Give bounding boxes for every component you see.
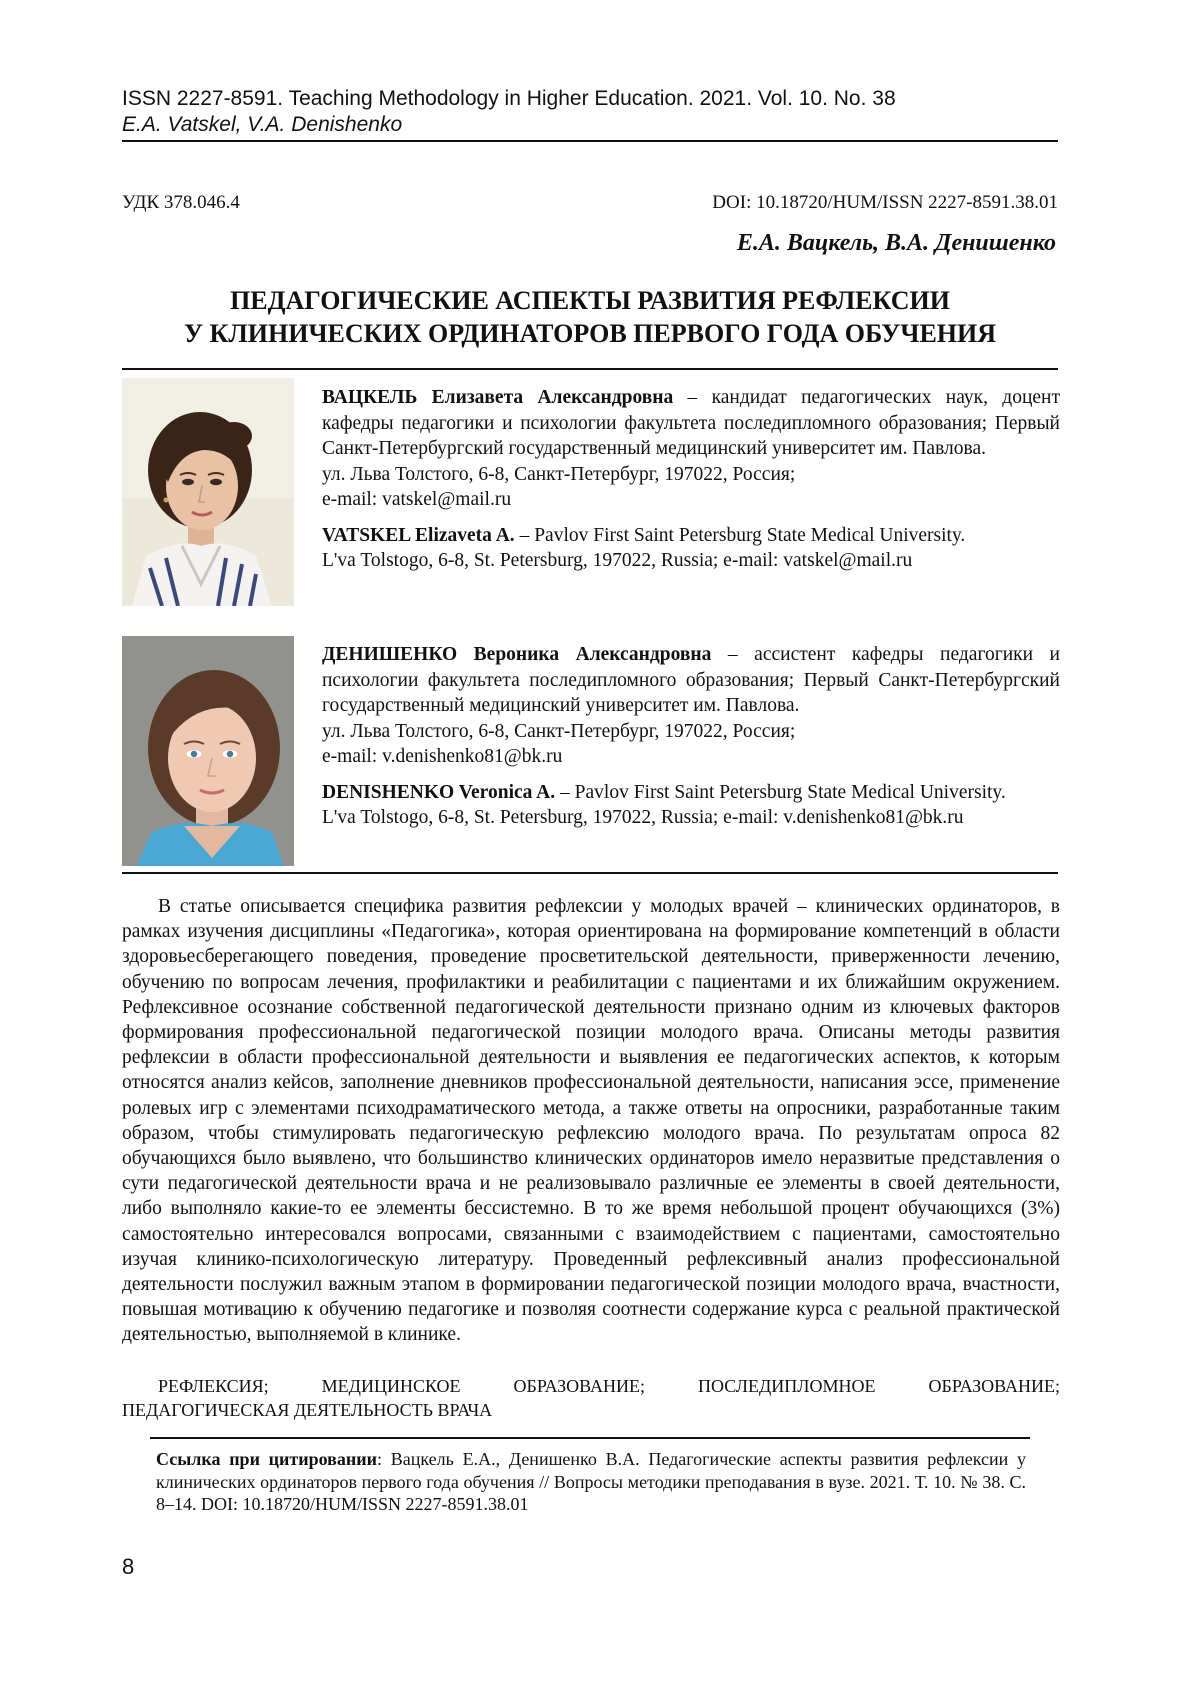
citation-divider [150, 1437, 1030, 1439]
author-address-ru: ул. Льва Толстого, 6-8, Санкт-Петербург, 197022, Россия; [322, 462, 1060, 488]
keywords [122, 1374, 1060, 1422]
author-bio-vatskel [322, 385, 1060, 574]
bio-divider [122, 872, 1058, 874]
author-description-ru: – ассистент кафедры педагогики и психологии факультета последипломного образования; Первый Санкт-Петербургский государственный медицинский университет им. Павлова. [322, 644, 1060, 716]
page-number: 8 [122, 1554, 134, 1580]
keywords-line-1: РЕФЛЕКСИЯ; МЕДИЦИНСКОЕ ОБРАЗОВАНИЕ; ПОСЛЕДИПЛОМНОЕ ОБРАЗОВАНИЕ; [122, 1374, 1060, 1398]
author-description-en: – Pavlov First Saint Petersburg State Medical University. [555, 782, 1006, 803]
journal-line: ISSN 2227-8591. Teaching Methodology in Higher Education. 2021. Vol. 10. No. 38 [122, 86, 1058, 112]
author-description-en: – Pavlov First Saint Petersburg State Medical University. [515, 525, 966, 546]
article-title [122, 284, 1058, 350]
bio-ru-paragraph [322, 642, 1060, 719]
author-description-ru: – кандидат педагогических наук, доцент кафедры педагогики и психологии факультета последипломного образования; Первый Санкт-Петербургский государственный медицинский университет им. Павлова. [322, 387, 1060, 459]
author-name-en: VATSKEL Elizaveta A. [322, 525, 515, 546]
author-bio-denishenko [322, 642, 1060, 831]
citation [156, 1448, 1026, 1516]
header-divider [122, 140, 1058, 142]
article-authors: Е.А. Вацкель, В.А. Денишенко [737, 230, 1056, 257]
author-address-en: L'va Tolstogo, 6-8, St. Petersburg, 197022, Russia; e-mail: v.denishenko81@bk.ru [322, 805, 1060, 831]
author-name-ru: ДЕНИШЕНКО Вероника Александровна [322, 644, 711, 665]
title-line-2: У КЛИНИЧЕСКИХ ОРДИНАТОРОВ ПЕРВОГО ГОДА ОБУЧЕНИЯ [122, 317, 1058, 350]
portrait-illustration [122, 378, 294, 606]
citation-label: Ссылка при цитировании [156, 1449, 377, 1469]
author-photo-vatskel [122, 378, 294, 606]
bio-en-paragraph [322, 780, 1060, 806]
running-head [122, 86, 1058, 138]
keywords-line-2: ПЕДАГОГИЧЕСКАЯ ДЕЯТЕЛЬНОСТЬ ВРАЧА [122, 1400, 492, 1420]
author-address-ru: ул. Льва Толстого, 6-8, Санкт-Петербург, 197022, Россия; [322, 719, 1060, 745]
doi: DOI: 10.18720/HUM/ISSN 2227-8591.38.01 [712, 192, 1058, 214]
title-line-1: ПЕДАГОГИЧЕСКИЕ АСПЕКТЫ РАЗВИТИЯ РЕФЛЕКСИИ [122, 284, 1058, 317]
udk-code: УДК 378.046.4 [122, 192, 240, 214]
citation-text: : Вацкель Е.А., Денишенко В.А. Педагогические аспекты развития рефлексии у клинических ординаторов первого года обучения // Вопросы методики преподавания в вузе. 2021. Т. 10. № 38. С. 8–14. DOI: 10.18720/HUM/ISSN 2227-8591.38.01 [156, 1449, 1026, 1514]
author-email-ru: e-mail: v.denishenko81@bk.ru [322, 744, 1060, 770]
author-name-ru: ВАЦКЕЛЬ Елизавета Александровна [322, 387, 673, 408]
author-name-en: DENISHENKO Veronica A. [322, 782, 555, 803]
abstract: В статье описывается специфика развития рефлексии у молодых врачей – клинических ординаторов, в рамках изучения дисциплины «Педагогика», которая ориентирована на формирование компетенций в области здоровьесберегающего поведения, проведение просветительской деятельности, приверженности лечению, обучению по вопросам лечения, профилактики и реабилитации с пациентами и их ближайшим окружением. Рефлексивное осознание собственной педагогической деятельности признано одним из ключевых факторов формирования профессиональной педагогической позиции молодого врача. Описаны методы развития рефлексии в области профессиональной деятельности и выявления ее педагогических аспектов, к которым относятся анализ кейсов, заполнение дневников профессиональной деятельности, написания эссе, применение ролевых игр с элементами психодраматического метода, а также ответы на опросники, разработанные таким образом, чтобы стимулировать педагогическую рефлексию молодого врача. По результатам опроса 82 обучающихся было выявлено, что большинство клинических ординаторов имело неразвитые представления о сути педагогической деятельности врача и не реализовывало различные ее элементы в своей деятельности, либо выполняло какие-то ее элементы бессистемно. В то же время небольшой процент обучающихся (3%) самостоятельно интересовался вопросами, связанными с взаимодействием с пациентами, самостоятельно изучая клинико-психологическую литературу. Проведенный рефлексивный анализ профессиональной деятельности послужил важным этапом в формировании педагогической позиции молодого врача, вчастности, повышая мотивацию к обучению педагогике и позволяя соотнести содержание курса с реальной практической деятельностью, выполняемой в клинике. [122, 894, 1060, 1348]
author-email-ru: e-mail: vatskel@mail.ru [322, 487, 1060, 513]
bio-ru-paragraph [322, 385, 1060, 462]
running-head-authors: E.A. Vatskel, V.A. Denishenko [122, 112, 1058, 138]
title-divider [122, 368, 1058, 370]
author-address-en: L'va Tolstogo, 6-8, St. Petersburg, 197022, Russia; e-mail: vatskel@mail.ru [322, 548, 1060, 574]
author-photo-denishenko [122, 636, 294, 866]
bio-en-paragraph [322, 523, 1060, 549]
portrait-illustration [122, 636, 294, 866]
